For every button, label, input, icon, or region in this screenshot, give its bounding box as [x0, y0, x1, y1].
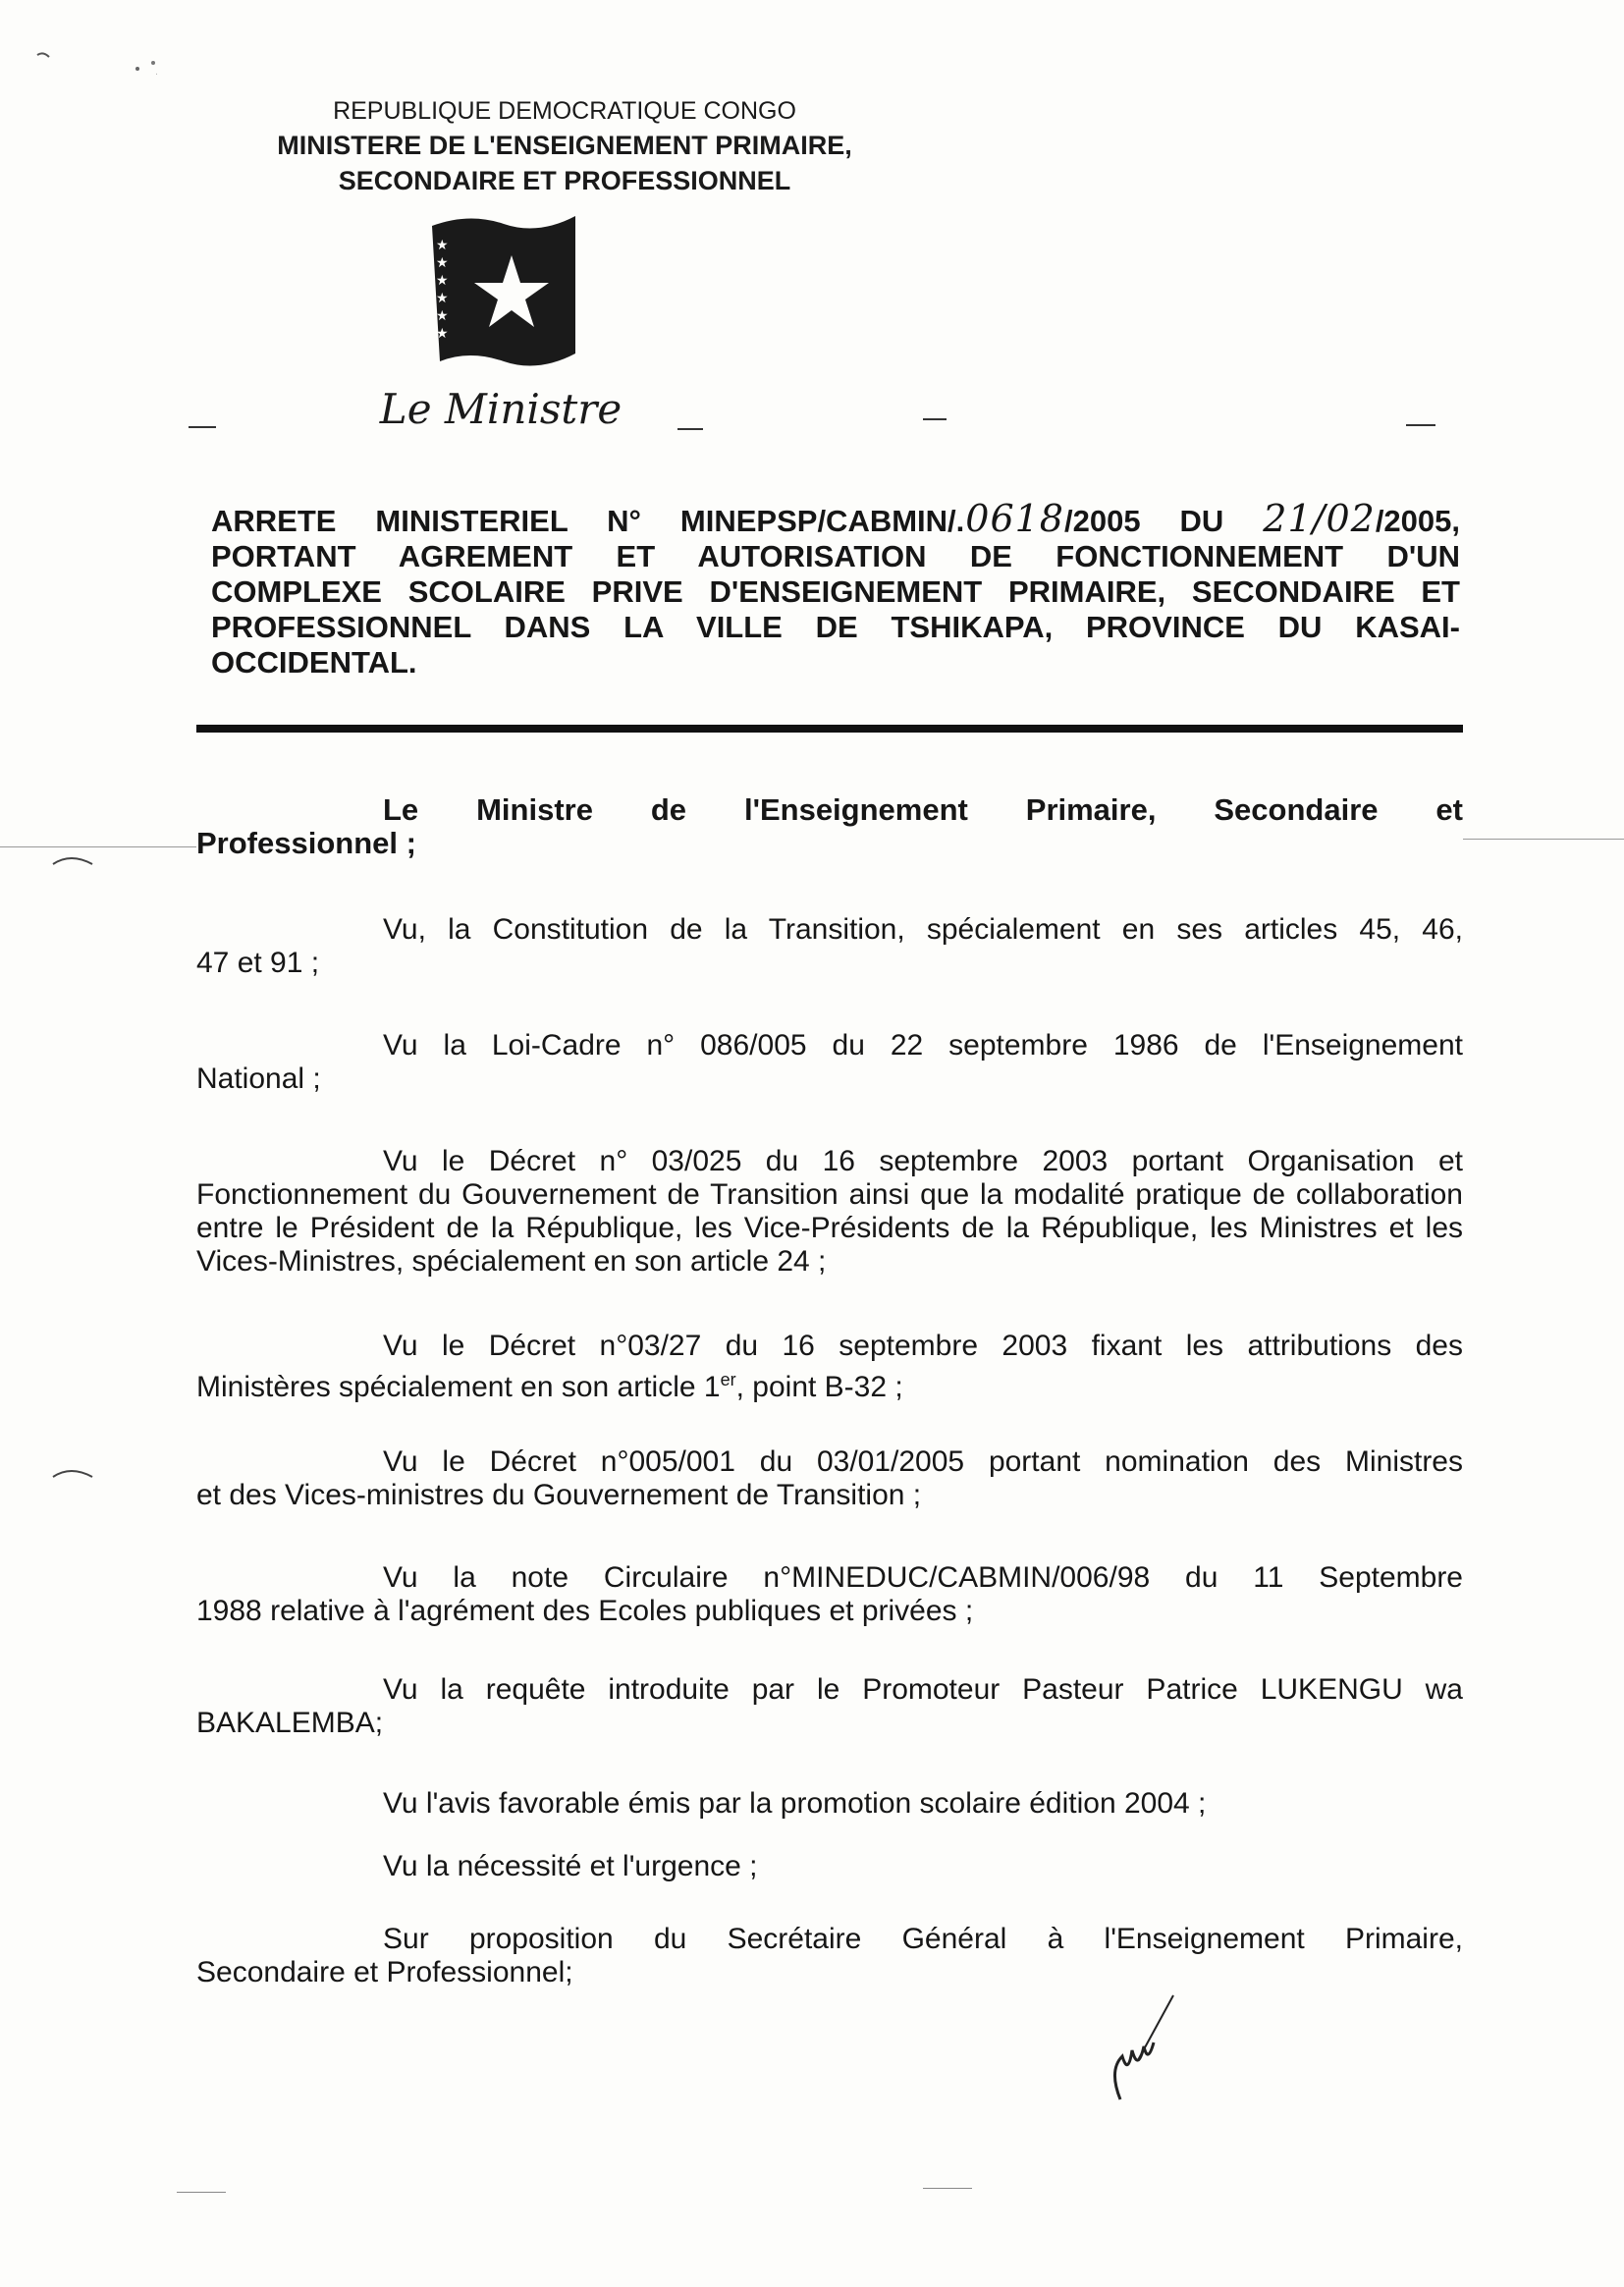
margin-mark: [1406, 424, 1435, 426]
visa-paragraph: Vu la nécessité et l'urgence ;: [383, 1850, 758, 1882]
arrete-line-5: OCCIDENTAL.: [211, 645, 417, 680]
visa-paragraph: Vu la requête introduite par le Promoteur Pasteur Patrice LUKENGU wa BAKALEMBA;: [196, 1673, 1463, 1739]
svg-text:★: ★: [436, 291, 449, 306]
scan-artifact: [29, 47, 157, 86]
visa-paragraph: Vu, la Constitution de la Transition, spécialement en ses articles 45, 46, 47 et 91 ;: [196, 913, 1463, 979]
margin-mark: [677, 428, 703, 430]
arrete-line-4: PROFESSIONNEL DANS LA VILLE DE TSHIKAPA, PROVINCE DU KASAI-: [211, 610, 1460, 644]
minister-signature-title: Le Ministre: [379, 385, 623, 433]
visa-paragraph: Vu l'avis favorable émis par la promotion scolaire édition 2004 ;: [383, 1787, 1207, 1820]
arrete-line-2: PORTANT AGREMENT ET AUTORISATION DE FONCTIONNEMENT D'UN: [211, 539, 1460, 573]
margin-mark: [51, 850, 94, 870]
margin-mark: [923, 2188, 972, 2189]
visa-paragraph: Vu la Loi-Cadre n° 086/005 du 22 septembre 1986 de l'Enseignement National ;: [196, 1029, 1463, 1095]
margin-mark: [1463, 839, 1624, 840]
arrete-line-1: ARRETE MINISTERIEL N° MINEPSP/CABMIN/.0618/2005 DU 21/02/2005,: [211, 497, 1461, 540]
visa-paragraph: Vu le Décret n° 03/025 du 16 septembre 2003 portant Organisation et Fonctionnement du Gouvernement de Transition ainsi que la modalité pratique de collaboration entre le Président de la République, les Vice-Présidents de la République, les Ministres et les Vices-Ministres, spécialement en son article 24 ;: [196, 1145, 1463, 1278]
letterhead-ministry-cont: SECONDAIRE ET PROFESSIONNEL: [338, 166, 791, 195]
margin-mark: [0, 846, 196, 847]
heading-rule: [196, 725, 1463, 733]
arrete-line-3: COMPLEXE SCOLAIRE PRIVE D'ENSEIGNEMENT PRIMAIRE, SECONDAIRE ET: [211, 574, 1460, 609]
visa-paragraph: Vu le Décret n°03/27 du 16 septembre 2003 fixant les attributions des Ministères spécialement en son article 1er, point B-32 ;: [196, 1330, 1463, 1403]
margin-mark: [923, 418, 947, 420]
visa-paragraph: Vu la note Circulaire n°MINEDUC/CABMIN/006/98 du 11 Septembre 1988 relative à l'agrément des Ecoles publiques et privées ;: [196, 1561, 1463, 1627]
margin-mark: [51, 1463, 94, 1483]
svg-text:★: ★: [436, 238, 449, 253]
letterhead-country: REPUBLIQUE DEMOCRATIQUE CONGO: [333, 97, 796, 125]
svg-text:★: ★: [436, 273, 449, 289]
preamble-intro: Le Ministre de l'Enseignement Primaire, Secondaire et Professionnel ;: [196, 792, 1463, 860]
flag-star-emblem-icon: [430, 206, 577, 373]
letterhead-ministry: MINISTERE DE L'ENSEIGNEMENT PRIMAIRE,: [277, 131, 852, 160]
svg-text:★: ★: [436, 308, 449, 324]
letterhead: [167, 94, 962, 198]
initials-signature-icon: [1105, 1991, 1183, 2109]
visa-paragraph: Vu le Décret n°005/001 du 03/01/2005 portant nomination des Ministres et des Vices-ministres du Gouvernement de Transition ;: [196, 1445, 1463, 1511]
handwritten-number: 0618: [965, 497, 1064, 540]
svg-text:★: ★: [436, 326, 449, 342]
handwritten-date: 21/02: [1263, 497, 1376, 540]
margin-mark: [177, 2192, 226, 2193]
proposal-paragraph: Sur proposition du Secrétaire Général à l'Enseignement Primaire, Secondaire et Professionnel;: [196, 1923, 1463, 1988]
svg-text:★: ★: [436, 255, 449, 271]
arrete-heading: [211, 497, 1461, 681]
margin-mark: [189, 426, 216, 428]
